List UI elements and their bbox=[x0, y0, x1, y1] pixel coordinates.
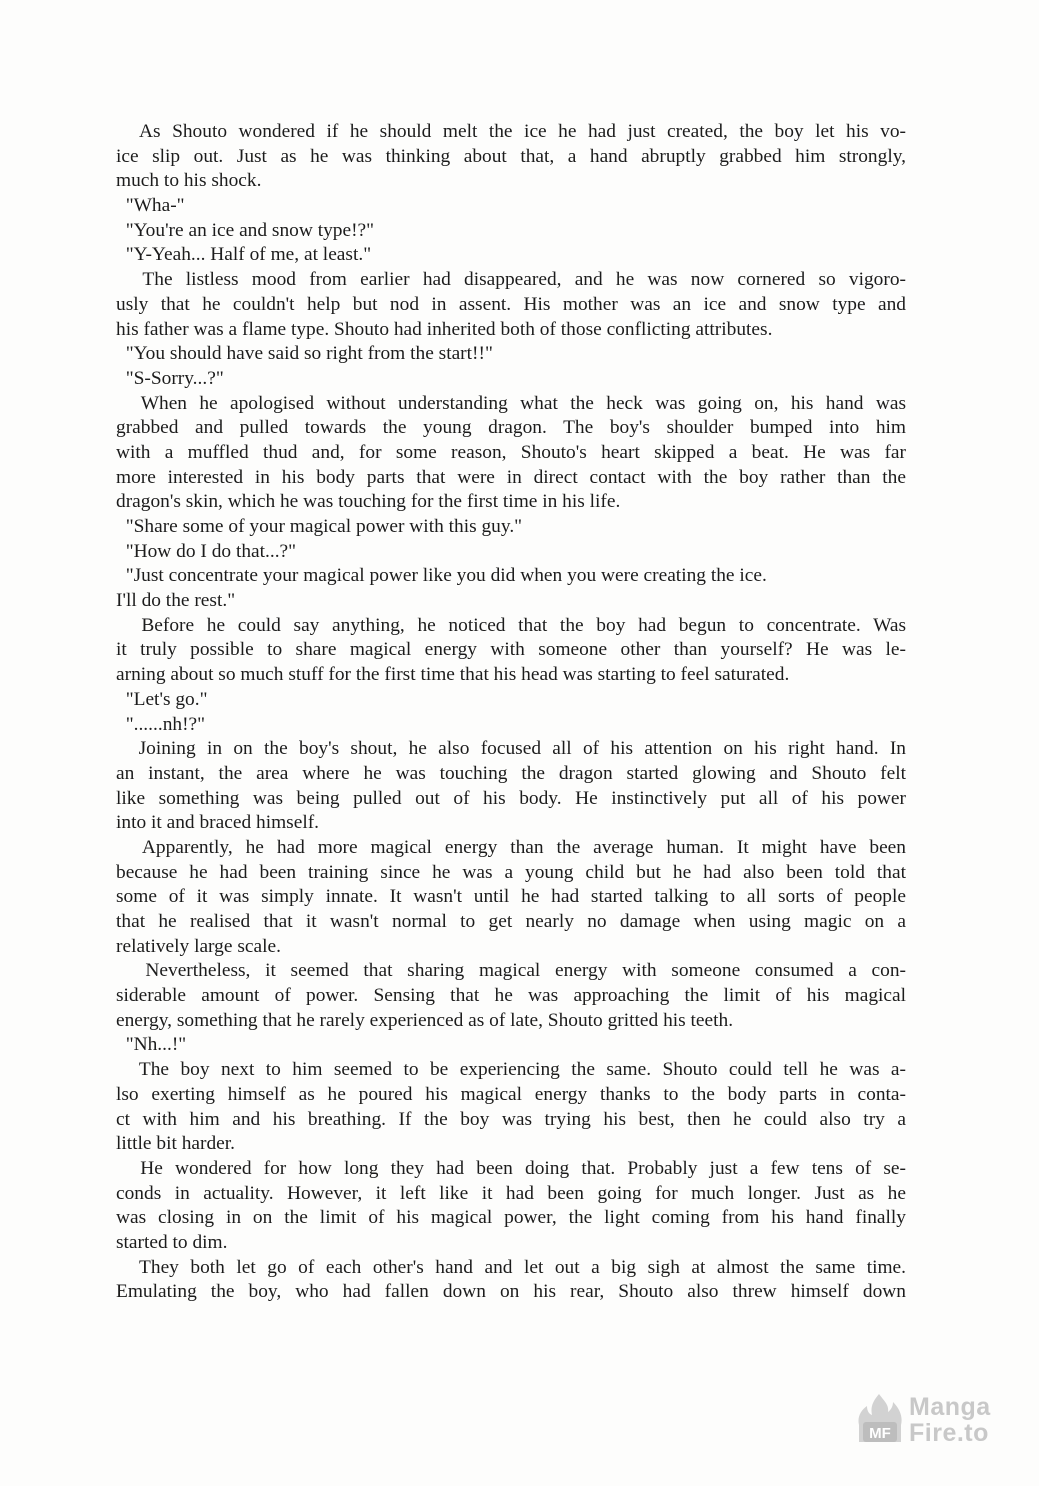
text-line: "Y-Yeah... Half of me, at least." bbox=[116, 244, 372, 266]
text-line: into it and braced himself. bbox=[116, 812, 320, 834]
text-line: Joining in on the boy's shout, he also focused all of his attention on his right hand. In bbox=[116, 738, 906, 760]
flame-logo-icon bbox=[855, 1392, 905, 1448]
text-line: The boy next to him seemed to be experiencing the same. Shouto could tell he was a- bbox=[116, 1059, 906, 1081]
text-line: The listless mood from earlier had disappeared, and he was now cornered so vigoro- bbox=[116, 269, 906, 291]
text-line: usly that he couldn't help but nod in assent. His mother was an ice and snow type and bbox=[116, 293, 906, 315]
text-line: ct with him and his breathing. If the boy was trying his best, then he could also try a bbox=[116, 1108, 906, 1130]
text-line: "Just concentrate your magical power like you did when you were creating the ice. bbox=[116, 565, 767, 587]
text-line: "You should have said so right from the start!!" bbox=[116, 343, 493, 365]
text-line: more interested in his body parts that were in direct contact with the boy rather than the bbox=[116, 466, 906, 488]
text-line: like something was being pulled out of his body. He instinctively put all of his power bbox=[116, 787, 906, 809]
text-line: lso exerting himself as he poured his magical energy thanks to the body parts in conta- bbox=[116, 1083, 906, 1105]
text-line: "You're an ice and snow type!?" bbox=[116, 219, 375, 241]
text-line: because he had been training since he was a young child but he had also been told that bbox=[116, 861, 906, 883]
text-line: started to dim. bbox=[116, 1231, 228, 1253]
watermark-text bbox=[909, 1394, 991, 1446]
text-line: "Share some of your magical power with this guy." bbox=[116, 516, 523, 537]
text-line: his father was a flame type. Shouto had inherited both of those conflicting attributes. bbox=[116, 318, 773, 340]
text-line: Emulating the boy, who had fallen down on his rear, Shouto also threw himself down bbox=[116, 1281, 906, 1303]
watermark-line-manga: Manga bbox=[909, 1393, 991, 1421]
text-line: arning about so much stuff for the first time that his head was starting to feel saturated. bbox=[116, 664, 790, 686]
text-line: "S-Sorry...?" bbox=[116, 367, 224, 389]
watermark-line-fire: Fire.to bbox=[909, 1419, 989, 1447]
text-line: As Shouto wondered if he should melt the ice he had just created, the boy let his vo- bbox=[116, 121, 906, 142]
text-line: an instant, the area where he was touching the dragon started glowing and Shouto felt bbox=[116, 762, 906, 784]
text-line: I'll do the rest." bbox=[116, 590, 236, 612]
text-line: siderable amount of power. Sensing that he was approaching the limit of his magical bbox=[116, 985, 906, 1007]
text-line: Apparently, he had more magical energy than the average human. It might have been bbox=[116, 836, 906, 858]
text-line: ice slip out. Just as he was thinking about that, a hand abruptly grabbed him strongly, bbox=[116, 145, 906, 167]
text-line: little bit harder. bbox=[116, 1133, 236, 1155]
text-line: dragon's skin, which he was touching for the first time in his life. bbox=[116, 491, 621, 513]
text-line: When he apologised without understanding what the heck was going on, his hand was bbox=[116, 392, 906, 414]
text-line: Before he could say anything, he noticed that the boy had begun to concentrate. Was bbox=[116, 614, 906, 636]
text-line: grabbed and pulled towards the young dragon. The boy's shoulder bumped into him bbox=[116, 417, 906, 439]
mangafire-watermark bbox=[855, 1392, 1015, 1448]
text-line: some of it was simply innate. It wasn't until he had started talking to all sorts of people bbox=[116, 886, 906, 908]
text-line: They both let go of each other's hand and let out a big sigh at almost the same time. bbox=[116, 1256, 906, 1278]
text-line: with a muffled thud and, for some reason, Shouto's heart skipped a beat. He was far bbox=[116, 441, 906, 463]
text-line: "Wha-" bbox=[116, 195, 185, 217]
text-line: "How do I do that...?" bbox=[116, 540, 297, 562]
text-line: relatively large scale. bbox=[116, 935, 281, 957]
text-line: much to his shock. bbox=[116, 170, 262, 192]
logo-mf-text: MF bbox=[869, 1425, 891, 1442]
text-line: energy, something that he rarely experienced as of late, Shouto gritted his teeth. bbox=[116, 1009, 734, 1031]
text-line: it truly possible to share magical energy with someone other than yourself? He was le- bbox=[116, 639, 906, 661]
text-line: He wondered for how long they had been doing that. Probably just a few tens of se- bbox=[116, 1157, 906, 1179]
page-body-text bbox=[116, 120, 906, 1305]
text-line: "Let's go." bbox=[116, 688, 208, 710]
text-line: conds in actuality. However, it left like it had been going for much longer. Just as he bbox=[116, 1182, 906, 1204]
text-line: "Nh...!" bbox=[116, 1034, 187, 1056]
text-line: that he realised that it wasn't normal to get nearly no damage when using magic on a bbox=[116, 911, 906, 932]
text-line: "......nh!?" bbox=[116, 713, 206, 735]
text-line: was closing in on the limit of his magical power, the light coming from his hand finally bbox=[116, 1207, 906, 1229]
text-line: Nevertheless, it seemed that sharing magical energy with someone consumed a con- bbox=[116, 960, 906, 982]
